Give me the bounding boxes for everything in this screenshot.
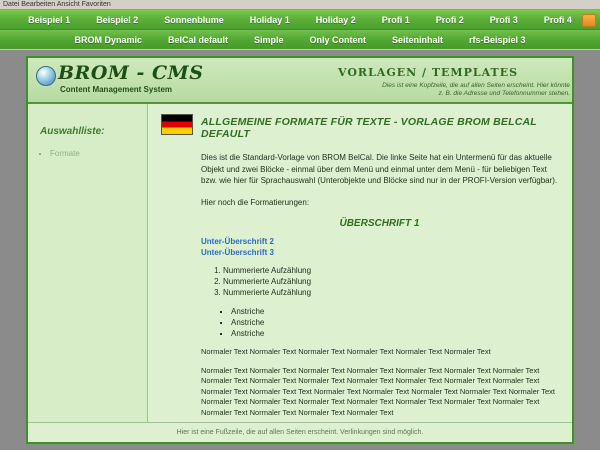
list-item: 1. Nummerierte Aufzählung bbox=[223, 265, 558, 276]
primary-navigation-bar bbox=[0, 10, 600, 30]
site-header bbox=[28, 58, 572, 104]
nav-item-simple[interactable]: Simple bbox=[253, 34, 284, 45]
lead-paragraph: Hier noch die Formatierungen: bbox=[201, 197, 310, 207]
site-logo-title: BROM - CMS bbox=[58, 62, 204, 84]
globe-icon bbox=[36, 66, 56, 86]
nav-item-profi-3[interactable]: Profi 3 bbox=[489, 14, 518, 25]
nav-item-holiday-1[interactable]: Holiday 1 bbox=[249, 14, 290, 25]
sidebar-list bbox=[40, 149, 139, 158]
sidebar bbox=[28, 104, 148, 422]
normal-text-paragraph-1: Normaler Text Normaler Text Normaler Text Normaler Text Normaler Text Normaler Text bbox=[201, 347, 491, 356]
list-item: ▪ Anstriche bbox=[231, 306, 558, 317]
normal-text-paragraph-2: Normaler Text Normaler Text Normaler Text Normaler Text Normaler Text Normaler Text Normaler Text Normaler Text Normaler Text Normaler Text Normaler Text Normaler Text Normaler Text Normaler Text Normaler Text Normaler Text Text Normaler Text Normaler Text Normaler Text Normaler Text Normaler Text Normaler Text Normaler Text Normaler Text Normaler Text Normaler Text Normaler Text Normaler Text Normaler Text Normaler Text Normaler Text Normaler Text bbox=[201, 365, 555, 417]
nav-item-profi-4[interactable]: Profi 4 bbox=[543, 14, 572, 25]
list-item: 2. Nummerierte Aufzählung bbox=[223, 276, 558, 287]
nav-item-holiday-2[interactable]: Holiday 2 bbox=[315, 14, 356, 25]
web-page bbox=[0, 10, 600, 450]
list-item: ▪ Anstriche bbox=[231, 317, 558, 328]
nav-item-only-content[interactable]: Only Content bbox=[309, 34, 366, 45]
nav-item-seiteninhalt[interactable]: Seiteninhalt bbox=[392, 34, 444, 45]
main-content bbox=[149, 104, 572, 422]
site-footer bbox=[28, 422, 572, 442]
content-frame bbox=[26, 56, 574, 444]
primary-nav-items bbox=[0, 10, 600, 29]
header-note-text: Dies ist eine Kopfzeile, die auf allen Seiten erscheint. Hier könnte z. B. die Adresse und Telefonnummer stehen. bbox=[382, 82, 570, 97]
site-logo-subtitle: Content Management System bbox=[60, 85, 173, 94]
list-item: 3. Nummerierte Aufzählung bbox=[223, 287, 558, 298]
nav-item-beispiel-2[interactable]: Beispiel 2 bbox=[96, 14, 139, 25]
sidebar-item-formate[interactable]: ▪ Formate bbox=[50, 149, 139, 158]
heading-level-2: Unter-Überschrift 2 bbox=[201, 237, 274, 246]
nav-item-rfs-beispiel-3[interactable]: rfs-Beispiel 3 bbox=[469, 34, 526, 45]
nav-item-profi-1[interactable]: Profi 1 bbox=[381, 14, 410, 25]
nav-item-profi-2[interactable]: Profi 2 bbox=[435, 14, 464, 25]
heading-level-3: Unter-Überschrift 3 bbox=[201, 248, 274, 257]
nav-item-belcal-default[interactable]: BelCal default bbox=[167, 34, 228, 45]
intro-paragraph: Dies ist die Standard-Vorlage von BROM BelCal. Die linke Seite hat ein Untermenü für das aktuelle Objekt und zwei Blöcke - einmal über dem Menü und einmal unter dem Menü - für beliebigen Text bzw. wie hier für Sprachauswahl (Unterobjekte und Blöcke sind nur in der PROFI-Version verfügbar). bbox=[201, 153, 558, 185]
heading-level-1: ÜBERSCHRIFT 1 bbox=[339, 218, 420, 229]
nav-item-beispiel-1[interactable]: Beispiel 1 bbox=[28, 14, 71, 25]
bullet-list bbox=[201, 306, 558, 339]
browser-menu-bar: Datei Bearbeiten Ansicht Favoriten bbox=[0, 0, 600, 10]
german-flag-icon[interactable] bbox=[161, 114, 193, 135]
page-section-title: VORLAGEN / TEMPLATES bbox=[338, 66, 519, 79]
nav-item-brom-dynamic[interactable]: BROM Dynamic bbox=[74, 34, 142, 45]
footer-text: Hier ist eine Fußzeile, die auf allen Seiten erscheint. Verlinkungen sind möglich. bbox=[176, 429, 424, 436]
list-item: ▪ Anstriche bbox=[231, 328, 558, 339]
secondary-nav-items bbox=[0, 30, 600, 49]
sidebar-title: Auswahlliste: bbox=[40, 126, 105, 137]
menu-corner-icon[interactable] bbox=[582, 14, 596, 27]
nav-item-sonnenblume[interactable]: Sonnenblume bbox=[164, 14, 224, 25]
page-body bbox=[28, 104, 572, 422]
page-title: ALLGEMEINE FORMATE FÜR TEXTE - VORLAGE BROM BELCAL DEFAULT bbox=[201, 116, 537, 140]
secondary-navigation-bar bbox=[0, 30, 600, 50]
numbered-list bbox=[201, 265, 558, 298]
